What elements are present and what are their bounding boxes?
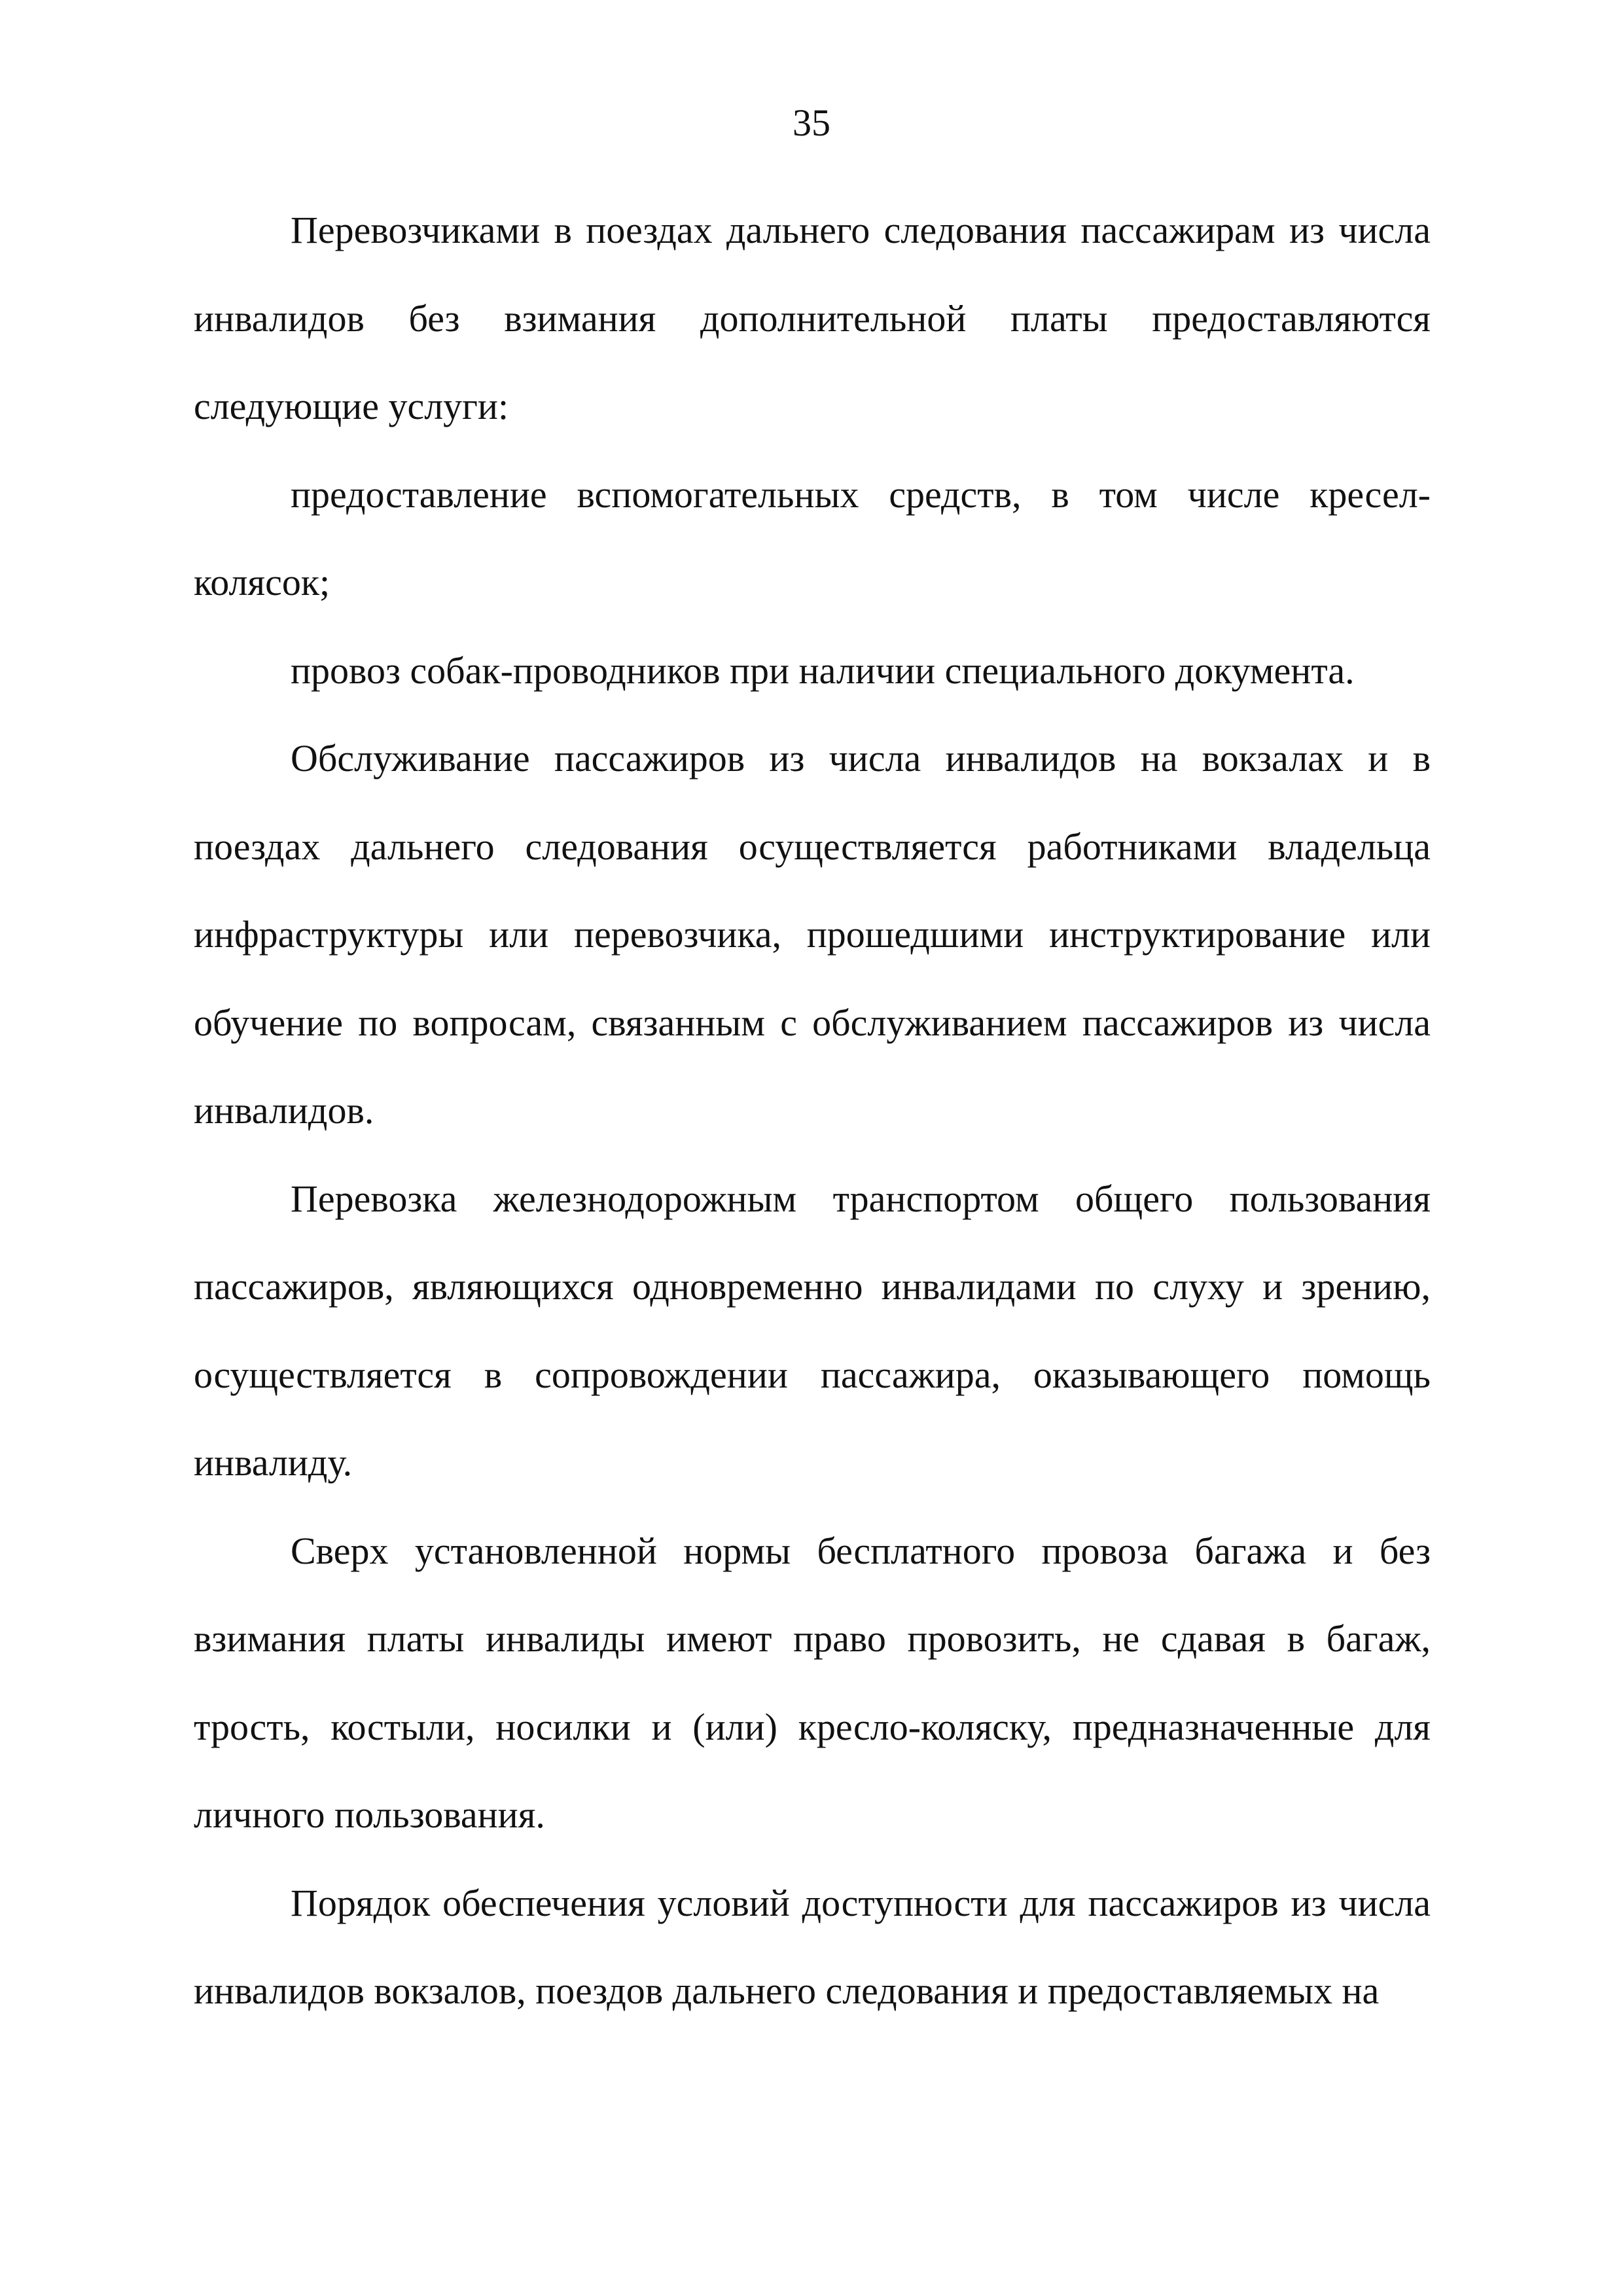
- paragraph-guide-dogs: провоз собак-проводников при наличии специального документа.: [291, 649, 1355, 692]
- page-number: 35: [793, 101, 830, 144]
- paragraph-carrier-services: Перевозчиками в поездах дальнего следования пассажирам из числа инвалидов без взимания дополнительной платы предоставляются следующие услуги:: [194, 209, 1431, 427]
- document-body: [194, 187, 1431, 2036]
- paragraph-accessibility-procedure: Порядок обеспечения условий доступности для пассажиров из числа инвалидов вокзалов, поездов дальнего следования и предоставляемых на: [194, 1881, 1431, 2012]
- paragraph-deafblind-transport: Перевозка железнодорожным транспортом общего пользования пассажиров, являющихся одновременно инвалидами по слуху и зрению, осуществляется в сопровождении пассажира, оказывающего помощь инвалиду.: [194, 1177, 1431, 1484]
- paragraph-passenger-service: Обслуживание пассажиров из числа инвалидов на вокзалах и в поездах дальнего следования осуществляется работниками владельца инфраструктуры или перевозчика, прошедшими инструктирование или обучение по вопросам, связанным с обслуживанием пассажиров из числа инвалидов.: [194, 737, 1431, 1132]
- paragraph-free-baggage: Сверх установленной нормы бесплатного провоза багажа и без взимания платы инвалиды имеют право провозить, не сдавая в багаж, трость, костыли, носилки и (или) кресло-коляску, предназначенные для личного пользования.: [194, 1529, 1431, 1836]
- paragraph-auxiliary-means: предоставление вспомогательных средств, в том числе кресел-колясок;: [194, 473, 1431, 603]
